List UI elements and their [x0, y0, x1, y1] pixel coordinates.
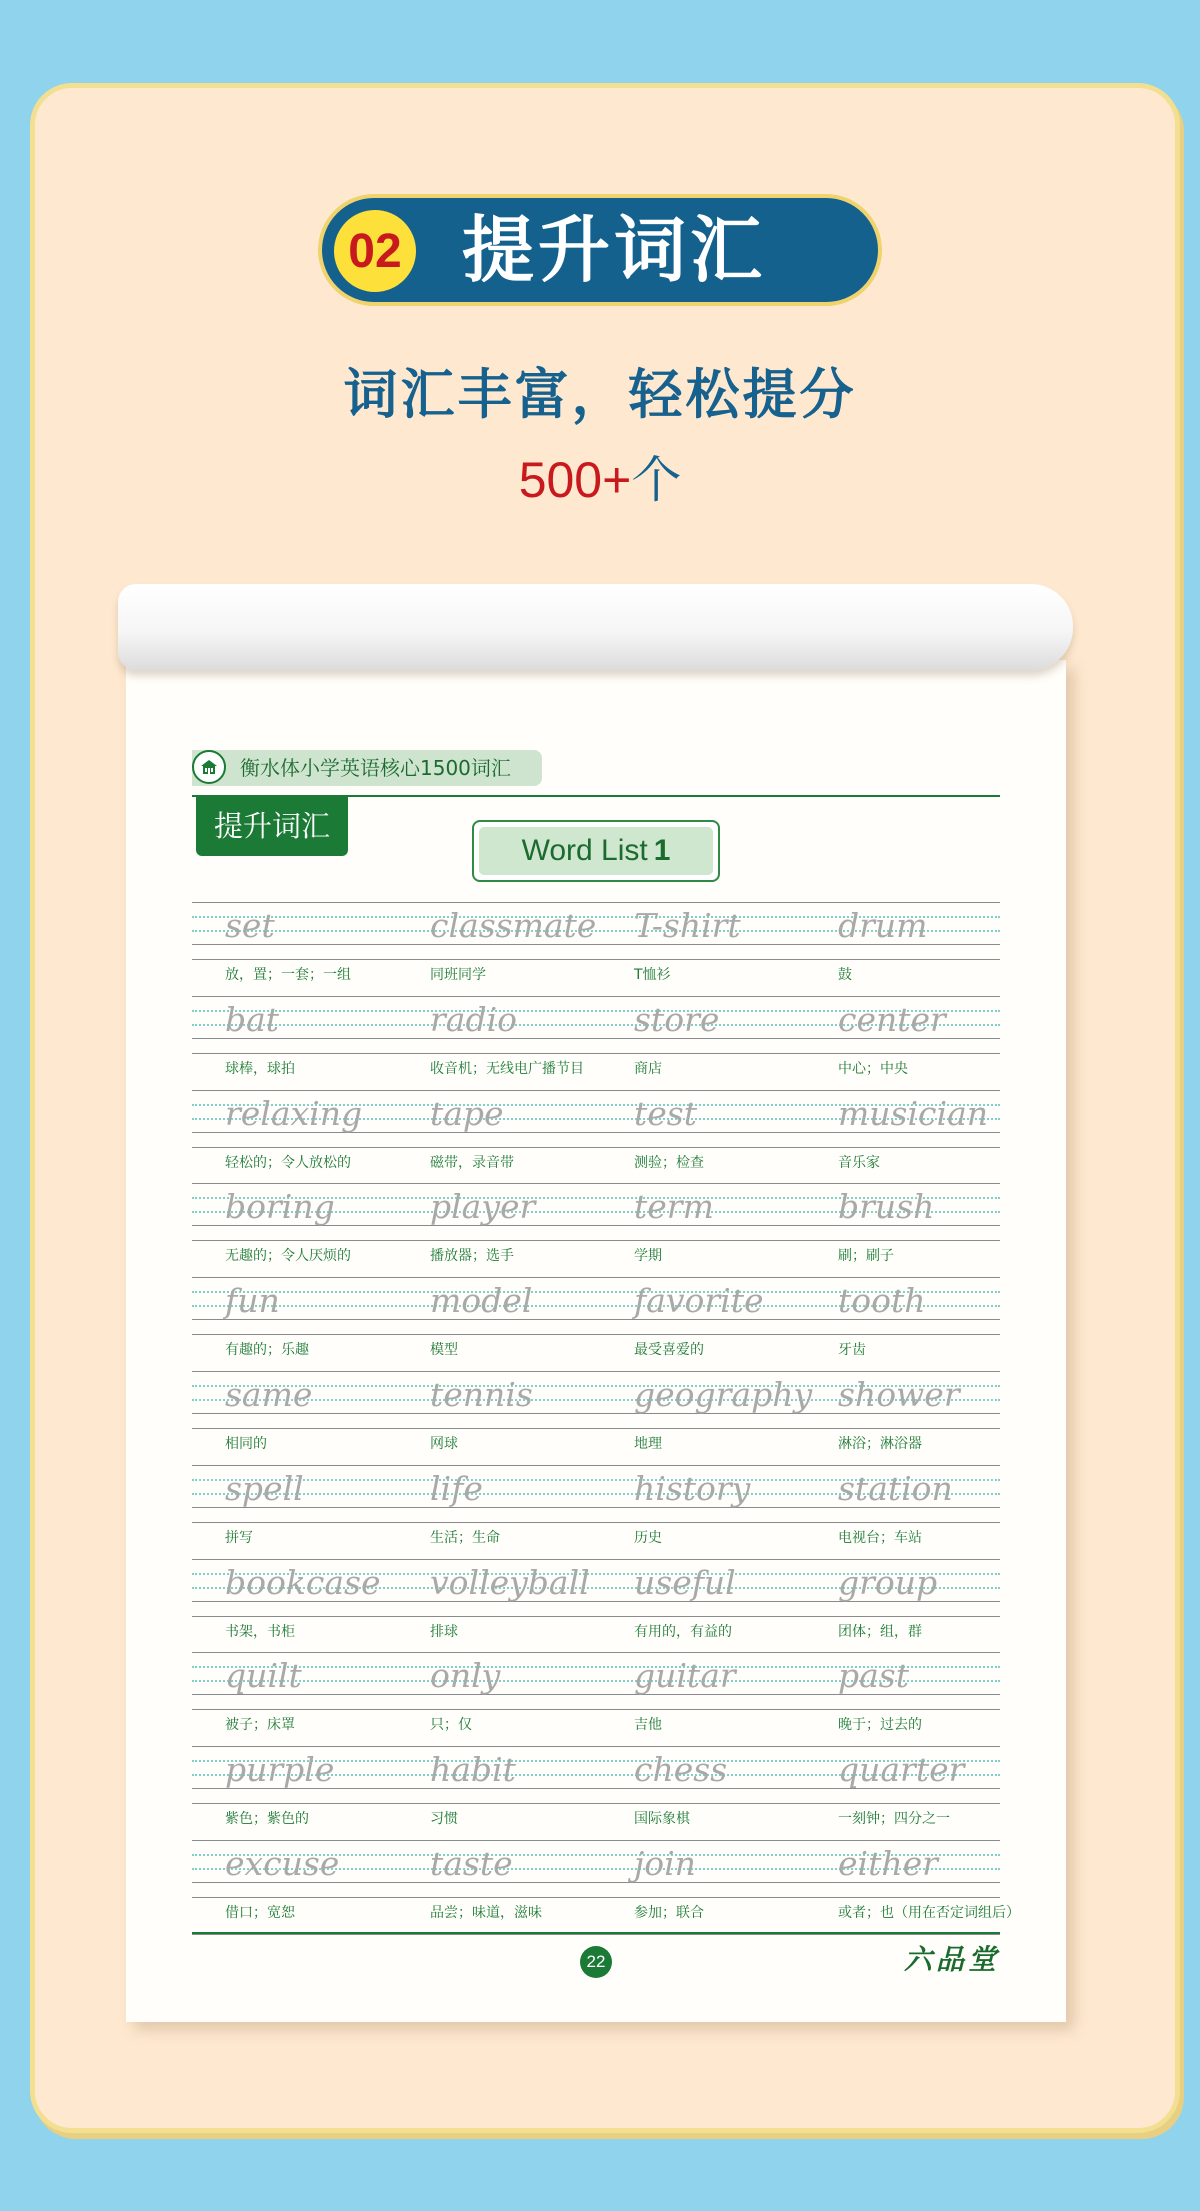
word-meaning: 刷；刷子	[838, 1248, 894, 1265]
count-unit: 个	[631, 451, 682, 509]
trace-word: quarter	[838, 1750, 965, 1790]
word-meaning: 历史	[634, 1529, 662, 1546]
word-meaning: 拼写	[225, 1529, 253, 1546]
word-meaning: 学期	[634, 1248, 662, 1265]
trace-word: T-shirt	[634, 906, 741, 945]
trace-word: drum	[838, 906, 928, 945]
ruled-line	[192, 1183, 1000, 1184]
trace-word: either	[838, 1844, 938, 1883]
ruled-line	[192, 1428, 1000, 1429]
word-meaning: 无趣的；令人厌烦的	[225, 1248, 351, 1265]
word-meaning: 放，置；一套；一组	[225, 967, 351, 983]
trace-word: purple	[225, 1750, 335, 1790]
subtitle: 词汇丰富，轻松提分	[343, 363, 857, 426]
trace-word: classmate	[430, 906, 597, 945]
word-meaning: 地理	[634, 1436, 662, 1452]
word-meaning: 有趣的；乐趣	[225, 1342, 309, 1359]
trace-word: join	[634, 1844, 696, 1883]
word-meaning: 鼓	[838, 967, 852, 983]
word-meaning: T恤衫	[634, 967, 671, 983]
trace-word: relaxing	[225, 1093, 363, 1133]
word-meaning: 团体；组，群	[838, 1623, 922, 1640]
word-meaning: 收音机；无线电广播节目	[430, 1060, 584, 1077]
word-meaning: 网球	[430, 1436, 458, 1452]
ruled-line	[192, 902, 1000, 903]
trace-word: past	[838, 1656, 909, 1696]
trace-word: volleyball	[430, 1562, 590, 1602]
trace-word: musician	[838, 1093, 988, 1133]
word-meaning: 被子；床罩	[225, 1717, 295, 1734]
trace-word: term	[634, 1187, 714, 1227]
trace-word: station	[838, 1468, 953, 1508]
trace-word: history	[634, 1468, 751, 1508]
ruled-line	[192, 1709, 1000, 1710]
trace-word: useful	[634, 1562, 736, 1602]
word-meaning: 同班同学	[430, 967, 486, 983]
banner-title: 提升词汇	[462, 208, 767, 292]
word-meaning: 参加；联合	[634, 1905, 704, 1921]
word-meaning: 品尝；味道，滋味	[430, 1905, 542, 1921]
ruled-line	[192, 959, 1000, 960]
ruled-line	[192, 1465, 1000, 1466]
trace-word: radio	[430, 999, 517, 1039]
trace-word: geography	[634, 1375, 813, 1414]
trace-word: life	[430, 1468, 483, 1508]
trace-word: store	[634, 999, 720, 1039]
word-meaning: 相同的	[225, 1436, 267, 1452]
word-meaning: 磁带，录音带	[430, 1154, 514, 1171]
trace-word: shower	[838, 1375, 960, 1414]
ruled-line	[192, 1897, 1000, 1898]
word-meaning: 或者；也（用在否定词组后）	[838, 1905, 1020, 1921]
word-meaning: 球棒，球拍	[225, 1060, 295, 1077]
trace-word: set	[225, 906, 275, 945]
ruled-line	[192, 1090, 1000, 1091]
trace-word: group	[838, 1562, 938, 1602]
word-count	[0, 440, 1200, 512]
paper-roll	[118, 584, 1073, 670]
word-meaning: 国际象棋	[634, 1811, 690, 1828]
word-meaning: 淋浴；淋浴器	[838, 1436, 922, 1452]
ruled-line	[192, 1616, 1000, 1617]
footer-rule	[192, 1932, 1000, 1934]
word-list-number: 1	[653, 834, 671, 867]
trace-word: quilt	[225, 1656, 302, 1696]
trace-word: favorite	[634, 1281, 764, 1321]
word-meaning: 轻松的；令人放松的	[225, 1154, 351, 1171]
word-meaning: 最受喜爱的	[634, 1342, 704, 1359]
page-number: 22	[580, 1946, 612, 1978]
ruled-line	[192, 1559, 1000, 1560]
word-meaning: 生活；生命	[430, 1529, 500, 1546]
word-meaning: 商店	[634, 1060, 662, 1077]
ruled-line	[192, 1277, 1000, 1278]
trace-word: guitar	[634, 1656, 736, 1696]
trace-word: excuse	[225, 1844, 340, 1883]
brand-logo: 六品堂	[903, 1943, 1000, 1976]
trace-word: fun	[225, 1281, 280, 1321]
trace-word: taste	[430, 1844, 513, 1883]
word-list-label	[472, 820, 720, 882]
word-meaning: 音乐家	[838, 1154, 880, 1171]
book-title: 衡水体小学英语核心1500词汇	[240, 756, 511, 780]
trace-word: habit	[430, 1750, 516, 1790]
word-meaning: 播放器；选手	[430, 1248, 514, 1265]
ruled-line	[192, 1334, 1000, 1335]
trace-word: bat	[225, 999, 280, 1039]
word-meaning: 测验；检查	[634, 1154, 704, 1171]
word-meaning: 排球	[430, 1623, 458, 1640]
word-meaning: 书架，书柜	[225, 1623, 295, 1640]
ruled-line	[192, 1840, 1000, 1841]
count-number: 500+	[518, 452, 632, 508]
trace-word: only	[430, 1656, 501, 1696]
word-meaning: 中心；中央	[838, 1060, 908, 1077]
trace-word: tennis	[430, 1375, 533, 1414]
word-meaning: 习惯	[430, 1811, 458, 1828]
ruled-line	[192, 996, 1000, 997]
trace-word: bookcase	[225, 1562, 381, 1602]
trace-word: tooth	[838, 1281, 926, 1321]
ruled-line	[192, 1522, 1000, 1523]
word-meaning: 只；仅	[430, 1717, 472, 1734]
title-banner	[318, 194, 882, 306]
ruled-line	[192, 1652, 1000, 1653]
word-meaning: 模型	[430, 1342, 458, 1359]
word-meaning: 借口；宽恕	[225, 1905, 295, 1921]
trace-word: model	[430, 1281, 533, 1321]
trace-word: boring	[225, 1187, 335, 1227]
trace-word: test	[634, 1093, 697, 1133]
ruled-line	[192, 1371, 1000, 1372]
word-list-text: Word List	[521, 834, 648, 867]
word-meaning: 电视台；车站	[838, 1529, 922, 1546]
word-meaning: 晚于；过去的	[838, 1717, 922, 1734]
trace-word: tape	[430, 1093, 504, 1133]
number-badge: 02	[334, 210, 416, 292]
section-tab: 提升词汇	[196, 796, 348, 856]
word-meaning: 一刻钟；四分之一	[838, 1811, 950, 1828]
word-meaning: 吉他	[634, 1717, 662, 1734]
trace-word: brush	[838, 1187, 935, 1227]
trace-word: center	[838, 999, 946, 1039]
trace-word: spell	[225, 1468, 304, 1508]
ruled-line	[192, 1053, 1000, 1054]
word-meaning: 有用的，有益的	[634, 1623, 732, 1640]
word-meaning: 牙齿	[838, 1342, 866, 1359]
word-meaning: 紫色；紫色的	[225, 1811, 309, 1828]
ruled-line	[192, 1240, 1000, 1241]
trace-word: same	[225, 1375, 313, 1414]
ruled-line	[192, 1147, 1000, 1148]
ruled-line	[192, 1746, 1000, 1747]
school-icon	[192, 750, 226, 784]
trace-word: player	[430, 1187, 536, 1227]
ruled-line	[192, 1803, 1000, 1804]
trace-word: chess	[634, 1750, 728, 1790]
